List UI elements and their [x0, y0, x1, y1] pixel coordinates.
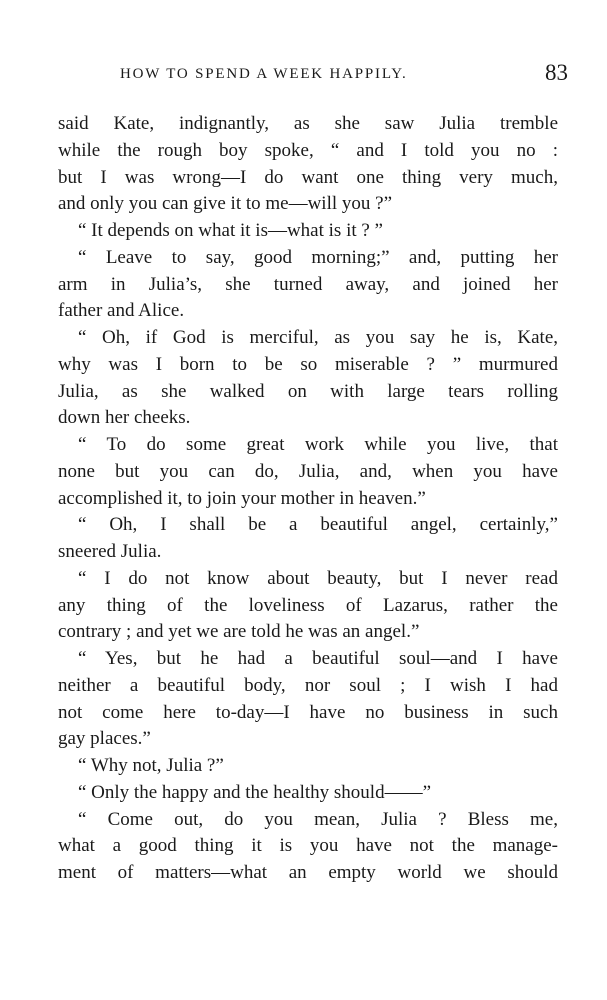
text-line: “ Yes, but he had a beautiful soul—and I have: [78, 648, 558, 669]
text-line: “ Leave to say, good morning;” and, putting her: [78, 246, 558, 268]
text-line: “ Only the happy and the healthy should——”: [78, 781, 432, 803]
text-line: “ Why not, Julia ?”: [78, 755, 224, 776]
body-text: [58, 111, 558, 887]
text-line: “ It depends on what it is—what is it ? ”: [78, 220, 383, 241]
text-line: gay places.”: [58, 728, 151, 750]
text-line: father and Alice.: [58, 300, 185, 322]
text-line: “ Oh, I shall be a beautiful angel, certainly,”: [78, 514, 558, 536]
text-line: while the rough boy spoke, “ and I told you no :: [58, 139, 558, 161]
text-line: ment of matters—what an empty world we should: [58, 862, 558, 883]
text-line: any thing of the loveliness of Lazarus, rather the: [58, 594, 558, 616]
text-line: neither a beautiful body, nor soul ; I wish I had: [58, 674, 558, 696]
text-line: and only you can give it to me—will you ?”: [58, 193, 393, 215]
text-line: down her cheeks.: [58, 407, 191, 429]
text-line: sneered Julia.: [58, 541, 162, 562]
text-line: none but you can do, Julia, and, when you have: [58, 460, 558, 482]
text-line: “ Oh, if God is merciful, as you say he is, Kate,: [78, 327, 558, 348]
text-line: why was I born to be so miserable ? ” murmured: [58, 353, 558, 375]
text-line: but I was wrong—I do want one thing very much,: [58, 166, 558, 188]
text-line: Julia, as she walked on with large tears rolling: [58, 380, 558, 402]
text-line: “ Come out, do you mean, Julia ? Bless me,: [78, 808, 558, 830]
text-line: accomplished it, to join your mother in heaven.”: [58, 487, 426, 509]
running-head: [58, 62, 568, 90]
text-line: arm in Julia’s, she turned away, and joined her: [58, 273, 558, 295]
page-number: 83: [545, 60, 568, 85]
text-line: “ To do some great work while you live, that: [78, 434, 558, 455]
text-line: “ I do not know about beauty, but I never read: [78, 567, 558, 589]
text-line: said Kate, indignantly, as she saw Julia tremble: [58, 113, 558, 134]
text-line: not come here to-day—I have no business in such: [58, 701, 558, 723]
text-line: what a good thing it is you have not the manage-: [58, 835, 558, 857]
running-title: HOW TO SPEND A WEEK HAPPILY.: [120, 66, 408, 82]
text-line: contrary ; and yet we are told he was an angel.”: [58, 621, 420, 643]
